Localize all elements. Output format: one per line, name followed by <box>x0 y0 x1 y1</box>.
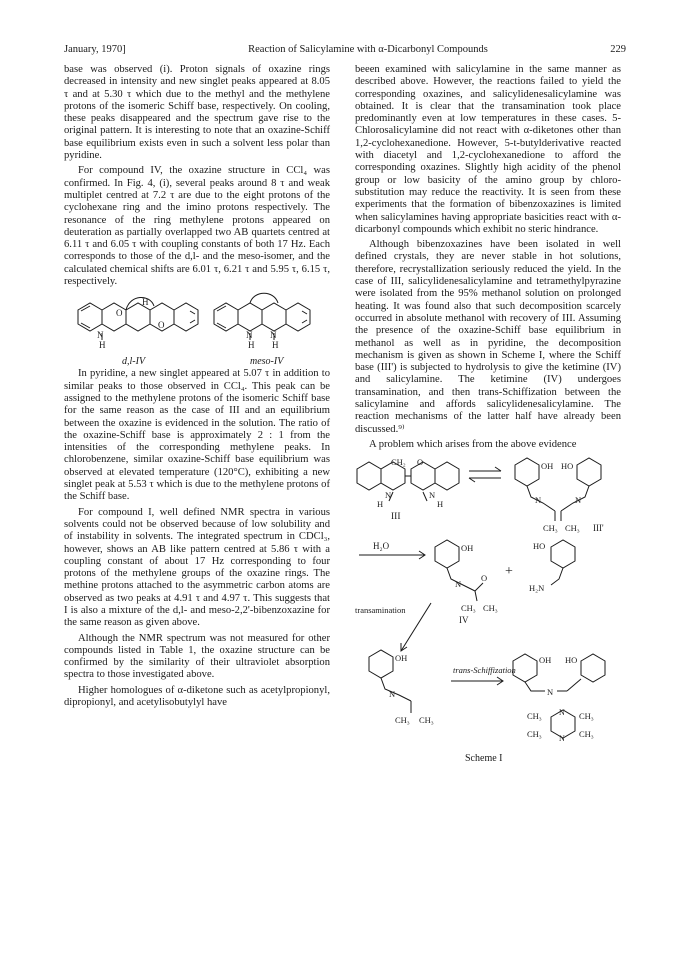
structure-salicylamine <box>551 540 575 585</box>
label-h: H <box>377 499 384 510</box>
label-oh: OH <box>395 653 408 664</box>
right-paragraph-2: Although bibenzoxazines have been isolated in well defined crystals, they are never stable in hot solutions, therefore, recrystallization seriously reduced the yield. In the case of III, salicylidenesalicylamine and tetramethylpyrazine were isolated from the 95% methanol solution on prolonged heating. It was found also that such decomposition scarcely occurred in absolute methanol with recovery of III. Assuming the presence of the oxazine-Schiff base equilibrium in methanol as well as in pyridine, the decomposition mechanism is given as shown in Scheme I, where the Schiff base (III') is subjected to hydrolysis to give the ketimine (IV) and salicylamine. The ketimine (IV) undergoes transamination, and then trans-Schiffization between the salicylamine and affords salicylidenesalicylamine. The reaction mechanisms of the latter half have already been discussed.⁹⁾ <box>355 239 621 435</box>
left-paragraph-1: base was observed (i). Proton signals of oxazine rings decreased in intensity and new singlet peaks appeared at 8.05 τ and at 5.30 τ which due to the methyl and the methylene protons of the isomeric Schiff base, respectively. On cooling, these peaks disappeared and the spectrum gave rise to the original pattern. It is interesting to note that an oxazine-Schiff base equilibrium exists even in such a solvent less polar than pyridine. <box>64 64 330 162</box>
atom-label-n: N <box>246 330 253 341</box>
label-n: N <box>575 495 582 506</box>
label-n: N <box>429 490 436 501</box>
label-ch3: CH₃ <box>579 729 594 740</box>
left-paragraph-4: For compound I, well defined NMR spectra in various solvents could not be observed because of low solubility and of instability in solvents. The integrated spectrum in CDCl₃, however, shows an AB like pattern centred at 5.86 τ with a coupling constant of about 17 Hz corresponding to four protons of the methylene groups of the oxazine rings. The methine protons attached to the asymmetric carbon atoms are observed as two peaks at 4.91 τ and 4.97 τ. This suggests that I is also a mixture of the d,l- and meso-2,2'-bibenzoxazine for the same reason as given above. <box>64 506 330 629</box>
structure-dl-iv <box>78 298 198 341</box>
label-ho: HO <box>561 461 574 472</box>
structure-meso-iv <box>214 294 310 341</box>
right-paragraph-1: beeen examined with salicylamine in the same manner as described above. However, the reactions failed to yield the corresponding oxazines, and salicylidenesalicylamine was obtained. It is clear that the transamination took place predominantly even at low temperatures in these cases. 5-Chlorosalicylamine did not react with α-diketones other than 1,2-cyclohexanedione. However, 5-t-butylderivative reacted with diacetyl and 1,2-cyclohexanedione to afford the corresponding oxazines. Slightly high acidity of the phenol group or low basicity of the amino group by chloro-substitution may reduce the reactivity. It is seen from these experiments that the formation of bibenzoxazines is limited when salicylamines having appropriate basicities react with α-dicarbonyl compounds which exhibit no steric hindrance. <box>355 64 621 235</box>
label-dl-iv: d,l-IV <box>122 356 146 368</box>
left-paragraph-2: For compound IV, the oxazine structure in CCl₄ was confirmed. In Fig. 4, (i), several peaks around 8 τ and weak multiplet centred at 7.2 τ are due to the eight protons of the cyclohexane ring and the imino protons respectively. The resonance of the ring methylene protons appeared on deuteration as partially overlapped two AB quartets centred at 6.11 τ and 6.05 τ with coupling constants of both 17 Hz. Each corresponds to those of the d,l- and the meso-isomer, and the calculated chemical shifts are 6.01 τ, 6.21 τ and 5.95 τ, 6.15 τ, respectively. <box>64 165 330 288</box>
label-ch3: CH₃ <box>543 523 558 534</box>
right-column <box>355 64 621 767</box>
atom-label-h: H <box>142 297 149 308</box>
label-n: N <box>535 495 542 506</box>
header-page-number: 229 <box>610 44 626 55</box>
label-iii-prime: III' <box>593 523 604 534</box>
hydrolysis-arrow <box>359 551 425 559</box>
atom-label-o: O <box>116 308 123 319</box>
label-ch3: CH₃ <box>527 729 542 740</box>
label-ho: HO <box>533 541 546 552</box>
structure-salicylidenesalicylamine <box>513 654 605 691</box>
right-paragraph-3: A problem which arises from the above evidence <box>369 438 577 450</box>
structure-iii <box>357 462 459 501</box>
label-iv: IV <box>459 615 469 626</box>
structure-iv-ketimine <box>435 540 483 601</box>
structure-iii-prime <box>515 458 601 521</box>
label-ch3: CH₃ <box>579 711 594 722</box>
plus-sign: + <box>505 564 513 580</box>
label-n: N <box>547 687 554 698</box>
header-title: Reaction of Salicylamine with α-Dicarbonyl Compounds <box>248 44 488 55</box>
header-date: January, 1970] <box>64 44 126 55</box>
label-h2n: H₂N <box>529 583 545 594</box>
scheme-caption: Scheme I <box>465 753 503 765</box>
figure-iv-isomers <box>64 288 330 368</box>
label-ho: HO <box>565 655 578 666</box>
label-n: N <box>385 490 392 501</box>
running-header <box>64 44 626 60</box>
atom-label-o: O <box>158 320 165 331</box>
atom-label-n: N <box>97 330 104 341</box>
label-ch3: CH₃ <box>461 603 476 614</box>
label-ch3: CH₃ <box>395 715 410 726</box>
label-n: N <box>559 734 565 744</box>
left-paragraph-6: Higher homologues of α-diketone such as acetylpropionyl, dipropionyl, and acetylisobutylyl have <box>64 684 330 709</box>
label-ch3: CH₃ <box>483 603 498 614</box>
scheme-i-diagram <box>355 451 621 767</box>
label-ch3: CH₃ <box>565 523 580 534</box>
label-trans-schiffization: trans-Schiffization <box>453 665 516 676</box>
label-ch3: CH₃ <box>527 711 542 722</box>
equilibrium-arrow <box>469 467 501 482</box>
label-n: N <box>389 689 396 700</box>
trans-schiffization-arrow <box>451 677 503 685</box>
label-oh: OH <box>461 543 474 554</box>
label-n: N <box>559 708 565 718</box>
label-o: O <box>481 573 488 584</box>
label-ch2: CH₂ <box>391 457 406 468</box>
left-paragraph-5: Although the NMR spectrum was not measured for other compounds listed in Table 1, the oxazine structure can be confirmed by the similarity of their ultraviolet absorption spectra to those investigated above. <box>64 632 330 681</box>
label-oh: OH <box>539 655 552 666</box>
atom-label-n: N <box>270 330 277 341</box>
atom-label-h: H <box>272 340 279 351</box>
label-n: N <box>455 579 462 590</box>
left-paragraph-3: In pyridine, a new singlet appeared at 5.07 τ in addition to similar peaks to those observed in CCl₄. This peak can be assigned to the methylene protons of the isomeric Schiff base for the same reason as the case of III and an equilibrium between the oxazine is evidenced in the solution. The ratio of the oxazine-Schiff base is approximately 2 : 1 from the intensities of the corresponding methylene peaks. In chlorobenzene, similar oxazine-Schiff base equilibrium was observed at elevated temperature (120°C), exhibiting a new singlet peak at 5.53 τ which is due to the methylene protons of the Schiff base. <box>64 368 330 503</box>
label-h2o: H₂O <box>373 541 390 552</box>
left-column <box>64 64 330 709</box>
label-meso-iv: meso-IV <box>250 356 284 368</box>
atom-label-h: H <box>248 340 255 351</box>
atom-label-h: H <box>99 340 106 351</box>
label-oh: OH <box>541 461 554 472</box>
label-transamination: transamination <box>355 605 406 616</box>
label-iii: III <box>391 512 401 523</box>
label-o: O <box>417 457 424 468</box>
label-ch3: CH₃ <box>419 715 434 726</box>
label-h: H <box>437 499 444 510</box>
